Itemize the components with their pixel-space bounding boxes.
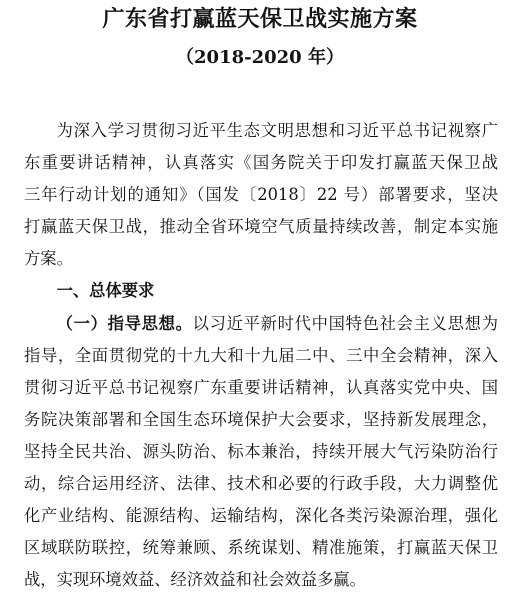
paragraph-line bbox=[24, 313, 498, 335]
paragraph-line: 坚持全民共治、源头防治、标本兼治，持续开展大气污染防治行 bbox=[24, 441, 498, 461]
paragraph-line: 务院决策部署和全国生态环境保护大会要求，坚持新发展理念， bbox=[24, 409, 498, 429]
paragraph-line: 战，实现环境效益、经济效益和社会效益多赢。 bbox=[24, 570, 366, 590]
paragraph-line: 东重要讲话精神，认真落实《国务院关于印发打赢蓝天保卫战 bbox=[24, 153, 498, 173]
subsection-label: （一）指导思想。 bbox=[56, 313, 193, 333]
paragraph-line: 区域联防联控，统筹兼顾、系统谋划、精准施策，打赢蓝天保卫 bbox=[24, 538, 498, 558]
paragraph-line: 为深入学习贯彻习近平生态文明思想和习近平总书记视察广 bbox=[56, 121, 498, 140]
paragraph-line: 化产业结构、能源结构、运输结构，深化各类污染源治理，强化 bbox=[24, 506, 498, 526]
paragraph-line: 贯彻习近平总书记视察广东重要讲话精神，认真落实党中央、国 bbox=[24, 377, 498, 397]
paragraph-line: 打赢蓝天保卫战，推动全省环境空气质量持续改善，制定本实施 bbox=[24, 217, 498, 237]
paragraph-line: 动，综合运用经济、法律、技术和必要的行政手段，大力调整优 bbox=[24, 474, 498, 494]
section-heading: 一、总体要求 bbox=[56, 281, 155, 301]
document-title: 广东省打赢蓝天保卫战实施方案 bbox=[102, 6, 418, 32]
paragraph-line: 三年行动计划的通知》（国发〔2018〕22 号）部署要求，坚决 bbox=[24, 185, 498, 205]
paragraph-text: 以习近平新时代中国特色社会主义思想为 bbox=[192, 313, 498, 333]
document-subtitle: （2018-2020 年） bbox=[176, 47, 344, 68]
paragraph-line: 指导，全面贯彻党的十九大和十九届二中、三中全会精神，深入 bbox=[24, 345, 498, 365]
paragraph-line: 方案。 bbox=[24, 249, 73, 269]
document-body bbox=[24, 120, 498, 591]
guiding-ideology-paragraph bbox=[24, 313, 498, 592]
intro-paragraph bbox=[24, 120, 498, 270]
